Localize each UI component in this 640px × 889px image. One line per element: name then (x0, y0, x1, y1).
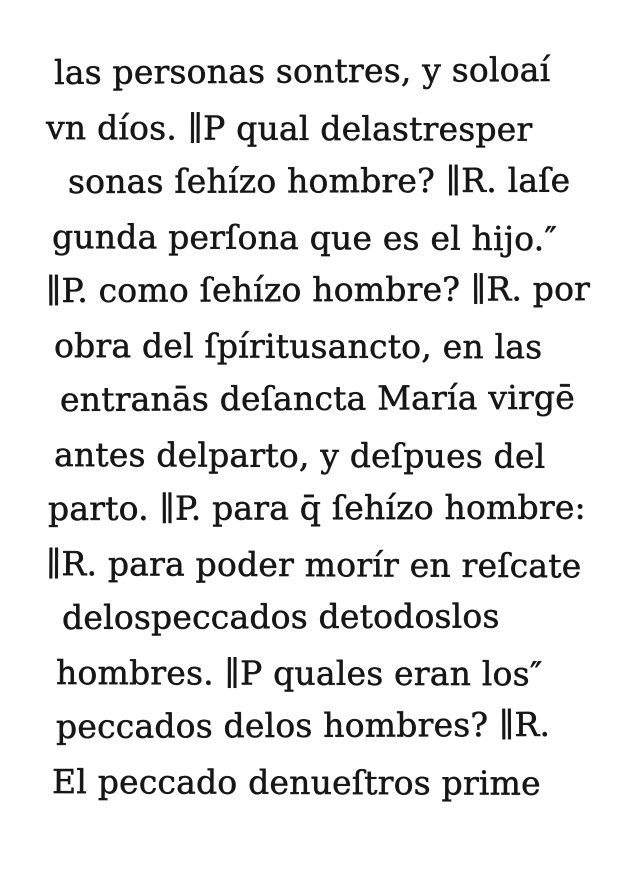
manuscript-line: ∥P. como ſehízo hombre? ∥R. por (45, 269, 591, 310)
manuscript-line: El peccado denueſtros prime (51, 761, 541, 803)
manuscript-line: delospeccados detodoslos (61, 596, 500, 637)
manuscript-line: vn díos. ∥P qual delastresper (45, 107, 533, 149)
manuscript-line: entranās deſancta María virgē (59, 377, 576, 419)
manuscript-line: gunda perſona que es el hijo.″ (51, 216, 558, 258)
manuscript-line: sonas ſehízo hombre? ∥R. laſe (67, 160, 571, 201)
manuscript-line: peccados delos hombres? ∥R. (55, 704, 551, 746)
manuscript-line: las personas sontres, y soloaí (53, 49, 551, 92)
manuscript-line: parto. ∥P. para q̄ ſehízo hombre: (47, 487, 586, 528)
manuscript-line: ∥R. para poder morír en reſcate (45, 543, 582, 585)
manuscript-line: hombres. ∥P quales eran los″ (55, 652, 543, 693)
manuscript-line: obra del ſpíritusancto, en las (53, 325, 543, 366)
manuscript-text-block (46, 46, 610, 809)
manuscript-line: antes delparto, y deſpues del (53, 434, 546, 476)
